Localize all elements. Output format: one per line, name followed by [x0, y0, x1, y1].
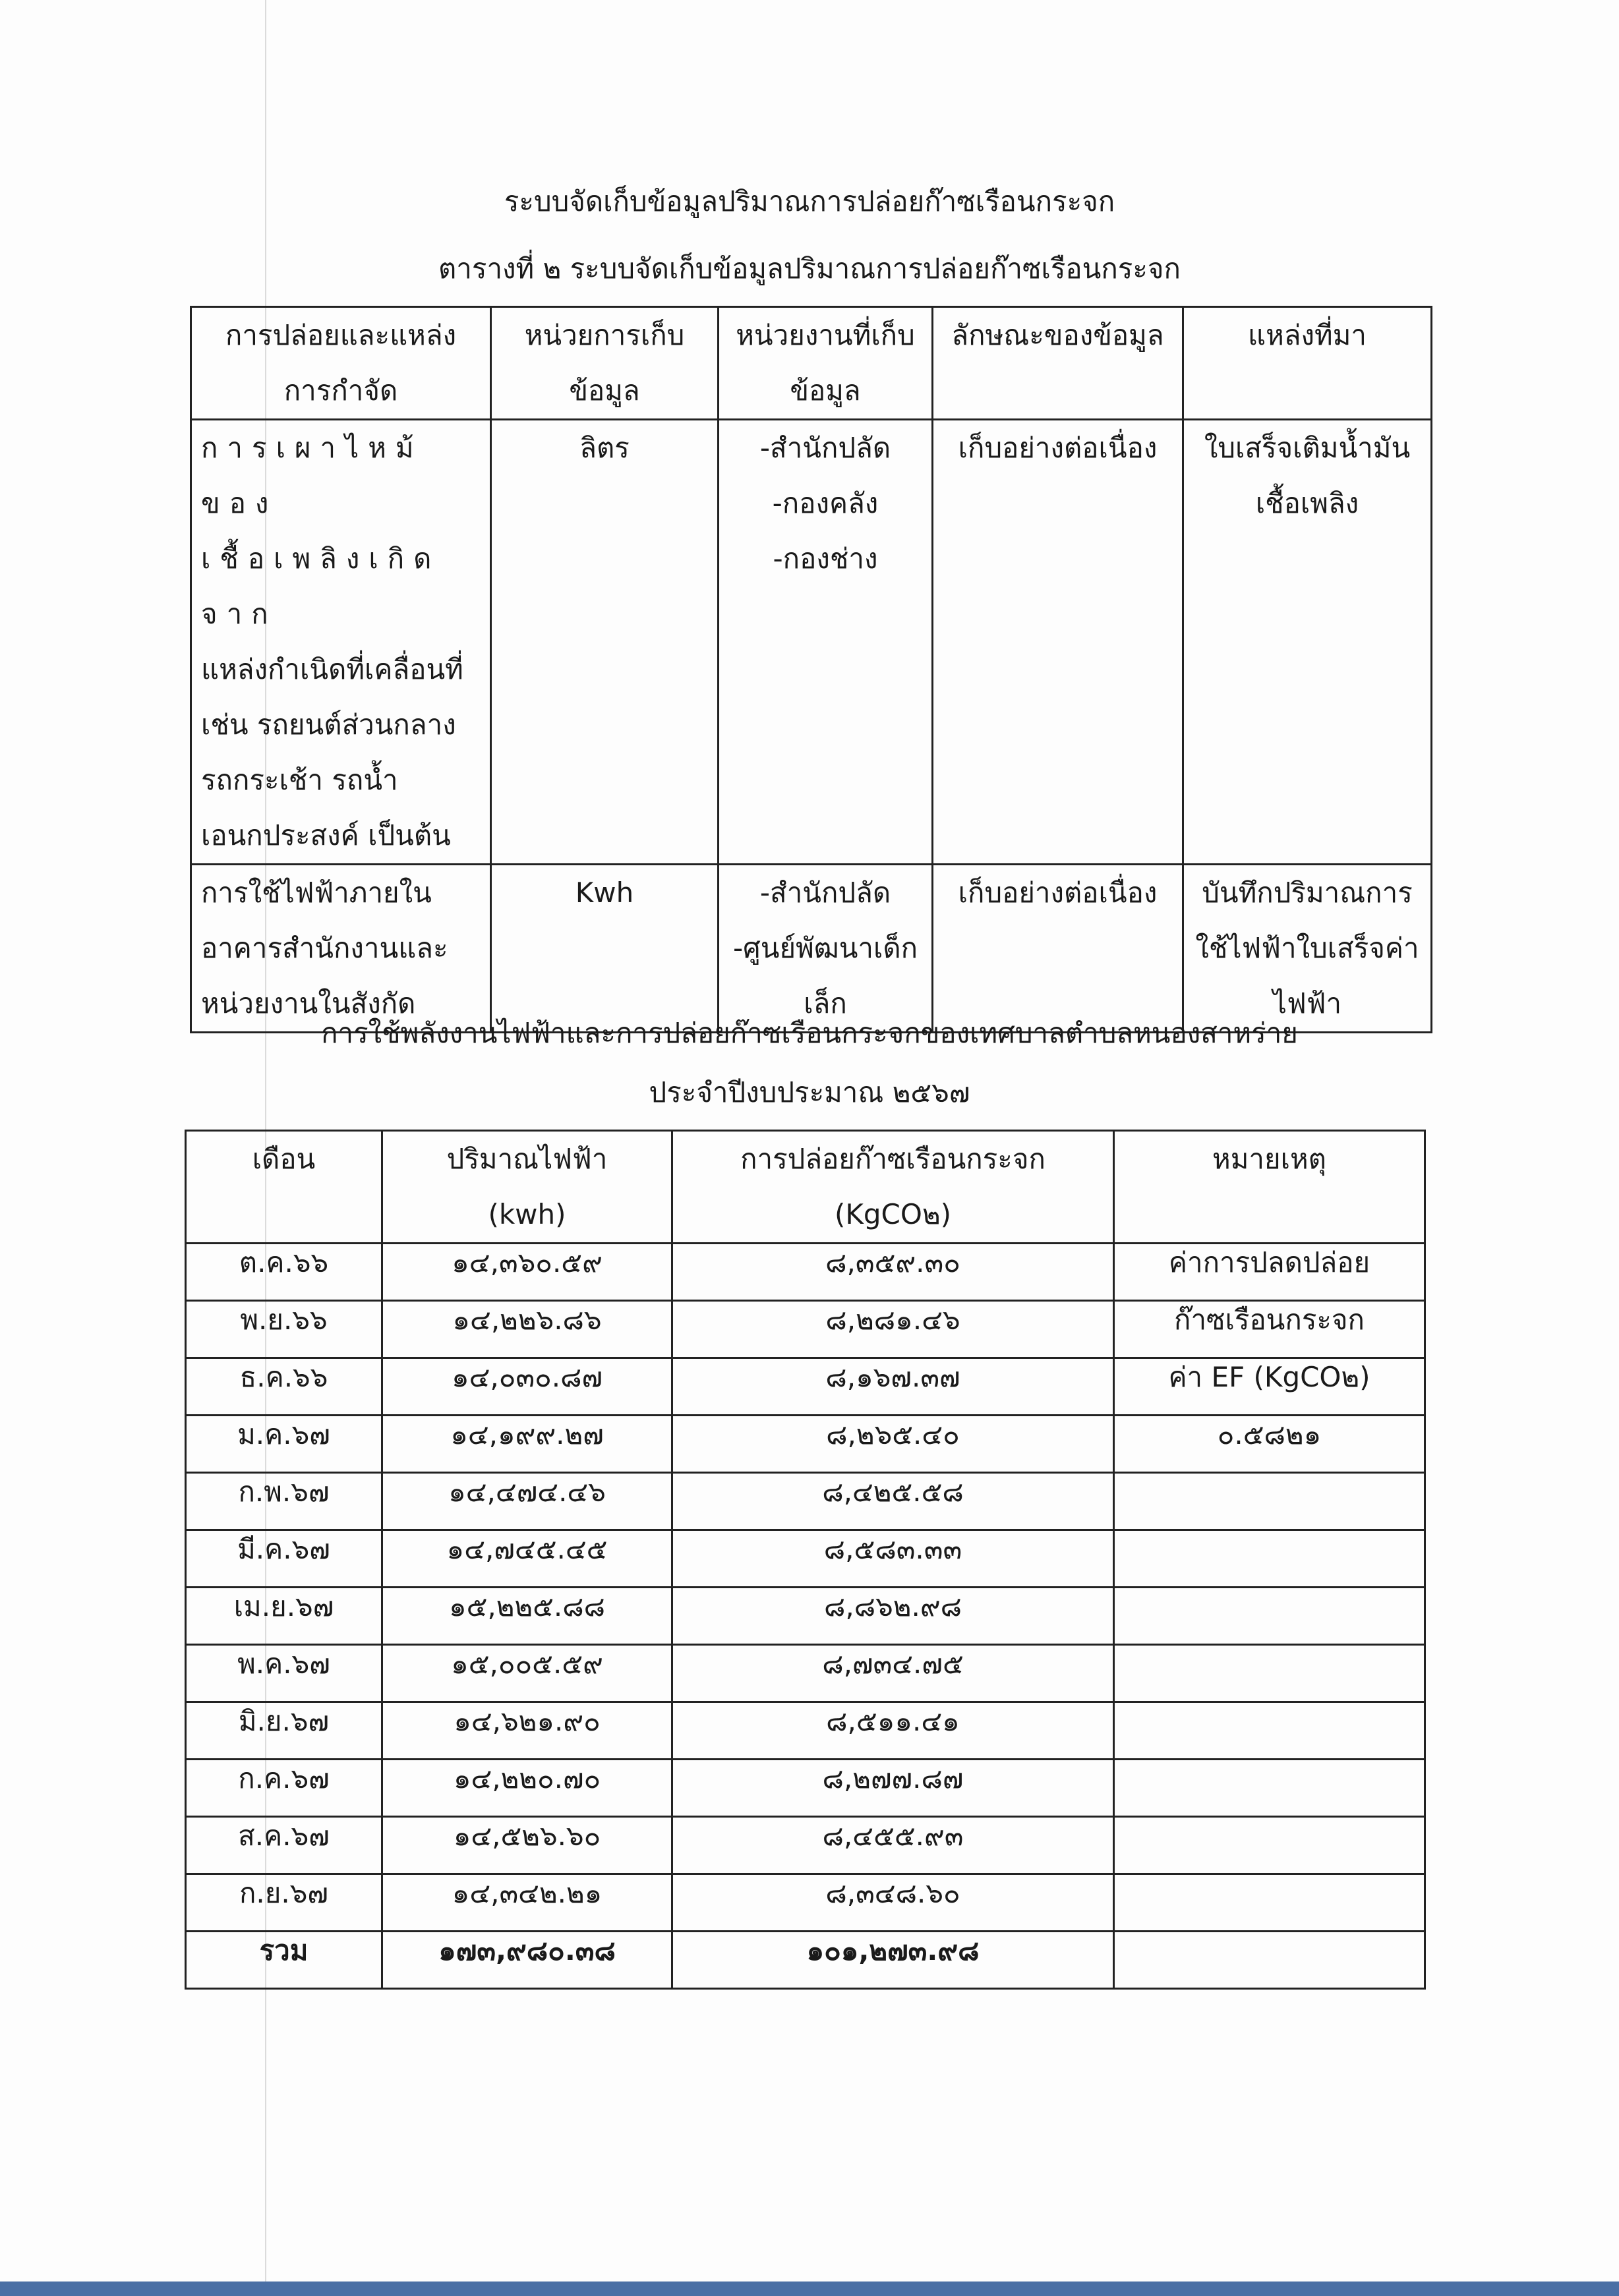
note-cell	[1114, 1530, 1425, 1588]
note-cell: ค่าการปลดปล่อย	[1114, 1244, 1425, 1301]
kwh-cell: ๑๔,๓๔๒.๒๑	[382, 1874, 672, 1932]
nature-cell: เก็บอย่างต่อเนื่อง	[933, 420, 1183, 865]
table2-header-row	[186, 1131, 1425, 1244]
month-cell: ก.ค.๖๗	[186, 1760, 382, 1817]
co2-cell: ๘,๒๘๑.๔๖	[672, 1301, 1114, 1358]
note-cell	[1114, 1702, 1425, 1760]
month-cell: ก.พ.๖๗	[186, 1473, 382, 1530]
table2-subtitle: ประจำปีงบประมาณ ๒๕๖๗	[649, 1076, 970, 1108]
co2-cell: ๘,๔๒๕.๕๘	[672, 1473, 1114, 1530]
kwh-cell: ๑๔,๒๒๖.๘๖	[382, 1301, 672, 1358]
co2-cell: ๘,๓๔๘.๖๐	[672, 1874, 1114, 1932]
co2-cell: ๘,๒๗๗.๘๗	[672, 1760, 1114, 1817]
unit-cell: ลิตร	[491, 420, 719, 865]
note-cell	[1114, 1473, 1425, 1530]
table-row	[186, 1301, 1425, 1358]
table1-caption: ตารางที่ ๒ ระบบจัดเก็บข้อมูลปริมาณการปล่อยก๊าซเรือนกระจก	[438, 252, 1181, 285]
agency-cell: -สำนักปลัด -ศูนย์พัฒนาเด็ก เล็ก	[719, 865, 933, 1033]
month-cell: ธ.ค.๖๖	[186, 1358, 382, 1416]
total-label: รวม	[186, 1932, 382, 1989]
source-cell: การเผาไหม้ของ เชื้อเพลิงเกิดจาก แหล่งกำเนิดที่เคลื่อนที่ เช่น รถยนต์ส่วนกลาง รถกระเช้า รถน้ำ เอนกประสงค์ เป็นต้น	[191, 420, 491, 865]
table-row	[186, 1817, 1425, 1874]
month-cell: ม.ค.๖๗	[186, 1416, 382, 1473]
total-co2: ๑๐๑,๒๗๓.๙๘	[672, 1932, 1114, 1989]
kwh-cell: ๑๔,๔๗๔.๔๖	[382, 1473, 672, 1530]
table-row	[186, 1874, 1425, 1932]
table-row	[186, 1702, 1425, 1760]
kwh-cell: ๑๔,๐๓๐.๘๗	[382, 1358, 672, 1416]
kwh-cell: ๑๕,๒๒๕.๘๘	[382, 1588, 672, 1645]
header-origin: แหล่งที่มา	[1183, 307, 1432, 420]
kwh-cell: ๑๔,๒๒๐.๗๐	[382, 1760, 672, 1817]
note-cell	[1114, 1760, 1425, 1817]
co2-cell: ๘,๓๕๙.๓๐	[672, 1244, 1114, 1301]
origin-cell: ใบเสร็จเติมน้ำมัน เชื้อเพลิง	[1183, 420, 1432, 865]
month-cell: เม.ย.๖๗	[186, 1588, 382, 1645]
month-cell: พ.ค.๖๗	[186, 1645, 382, 1702]
co2-cell: ๘,๒๖๕.๔๐	[672, 1416, 1114, 1473]
table2-title: การใช้พลังงานไฟฟ้าและการปล่อยก๊าซเรือนกระจกของเทศบาลตำบลหนองสาหร่าย	[321, 1017, 1298, 1049]
bottom-border	[0, 2282, 1619, 2296]
table-row	[186, 1530, 1425, 1588]
month-cell: ส.ค.๖๗	[186, 1817, 382, 1874]
month-cell: ก.ย.๖๗	[186, 1874, 382, 1932]
table-row	[186, 1588, 1425, 1645]
table-row	[186, 1760, 1425, 1817]
header-agency: หน่วยงานที่เก็บ ข้อมูล	[719, 307, 933, 420]
table1-header-row	[191, 307, 1432, 420]
co2-cell: ๘,๘๖๒.๙๘	[672, 1588, 1114, 1645]
month-cell: พ.ย.๖๖	[186, 1301, 382, 1358]
note-cell	[1114, 1588, 1425, 1645]
header-note: หมายเหตุ	[1114, 1131, 1425, 1244]
header-nature: ลักษณะของข้อมูล	[933, 307, 1183, 420]
month-cell: มิ.ย.๖๗	[186, 1702, 382, 1760]
header-source: การปล่อยและแหล่ง การกำจัด	[191, 307, 491, 420]
table-row	[186, 1416, 1425, 1473]
data-collection-table	[190, 306, 1432, 1033]
co2-cell: ๘,๕๘๓.๓๓	[672, 1530, 1114, 1588]
note-cell	[1114, 1817, 1425, 1874]
nature-cell: เก็บอย่างต่อเนื่อง	[933, 865, 1183, 1033]
electricity-emission-table	[185, 1130, 1426, 1990]
total-note	[1114, 1932, 1425, 1989]
origin-cell: บันทึกปริมาณการ ใช้ไฟฟ้าใบเสร็จค่า ไฟฟ้า	[1183, 865, 1432, 1033]
note-cell: ก๊าซเรือนกระจก	[1114, 1301, 1425, 1358]
kwh-cell: ๑๔,๗๔๕.๔๕	[382, 1530, 672, 1588]
month-cell: ต.ค.๖๖	[186, 1244, 382, 1301]
note-cell: ค่า EF (KgCO๒)	[1114, 1358, 1425, 1416]
co2-cell: ๘,๗๓๔.๗๕	[672, 1645, 1114, 1702]
table-row	[191, 865, 1432, 1033]
table2-body	[186, 1244, 1425, 1989]
header-month: เดือน	[186, 1131, 382, 1244]
document-title: ระบบจัดเก็บข้อมูลปริมาณการปล่อยก๊าซเรือนกระจก	[504, 185, 1115, 217]
month-cell: มี.ค.๖๗	[186, 1530, 382, 1588]
table-row	[186, 1358, 1425, 1416]
header-co2: การปล่อยก๊าซเรือนกระจก (KgCO๒)	[672, 1131, 1114, 1244]
agency-cell: -สำนักปลัด -กองคลัง -กองช่าง	[719, 420, 933, 865]
co2-cell: ๘,๕๑๑.๔๑	[672, 1702, 1114, 1760]
kwh-cell: ๑๔,๖๒๑.๙๐	[382, 1702, 672, 1760]
source-cell: การใช้ไฟฟ้าภายใน อาคารสำนักงานและ หน่วยงานในสังกัด	[191, 865, 491, 1033]
total-row	[186, 1932, 1425, 1989]
note-cell	[1114, 1874, 1425, 1932]
table-row	[186, 1473, 1425, 1530]
total-kwh: ๑๗๓,๙๘๐.๓๘	[382, 1932, 672, 1989]
table-row	[186, 1244, 1425, 1301]
kwh-cell: ๑๔,๕๒๖.๖๐	[382, 1817, 672, 1874]
note-cell: ๐.๕๘๒๑	[1114, 1416, 1425, 1473]
header-unit: หน่วยการเก็บ ข้อมูล	[491, 307, 719, 420]
header-kwh: ปริมาณไฟฟ้า (kwh)	[382, 1131, 672, 1244]
note-cell	[1114, 1645, 1425, 1702]
co2-cell: ๘,๑๖๗.๓๗	[672, 1358, 1114, 1416]
kwh-cell: ๑๕,๐๐๕.๕๙	[382, 1645, 672, 1702]
table-row	[191, 420, 1432, 865]
table-row	[186, 1645, 1425, 1702]
co2-cell: ๘,๔๕๕.๙๓	[672, 1817, 1114, 1874]
kwh-cell: ๑๔,๓๖๐.๕๙	[382, 1244, 672, 1301]
unit-cell: Kwh	[491, 865, 719, 1033]
kwh-cell: ๑๔,๑๙๙.๒๗	[382, 1416, 672, 1473]
